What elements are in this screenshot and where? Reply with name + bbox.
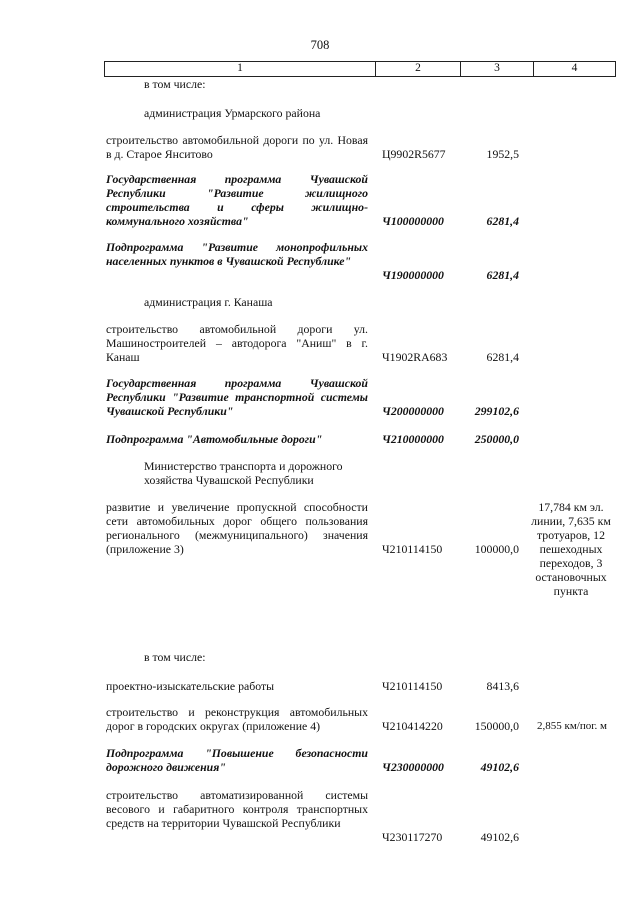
row-amount: 6281,4 xyxy=(486,268,519,282)
row-amount: 100000,0 xyxy=(474,542,519,556)
row-amount: 49102,6 xyxy=(480,760,519,774)
row-amount: 6281,4 xyxy=(486,214,519,228)
row-description: Подпрограмма "Повышение безопасности дорожного движения" xyxy=(106,746,368,774)
row-code: Ч1902RA683 xyxy=(382,350,448,364)
table-header xyxy=(104,61,616,77)
column-header-3: 3 xyxy=(461,62,534,76)
row-note: 2,855 км/пог. м xyxy=(537,720,607,732)
column-header-2: 2 xyxy=(376,62,461,76)
row-code: Ч100000000 xyxy=(382,214,444,228)
column-header-1: 1 xyxy=(105,62,376,76)
row-code: Ч210114150 xyxy=(382,679,443,693)
row-code: Ц9902R5677 xyxy=(382,147,446,161)
row-code: Ч210414220 xyxy=(382,719,443,733)
row-description: Государственная программа Чувашской Республики "Развитие транспортной системы Чувашской Республики" xyxy=(106,376,368,418)
row-note: 17,784 км эл. линии, 7,635 км тротуаров, 12 пешеходных переходов, 3 остановочных пункта xyxy=(531,500,611,598)
row-description: Государственная программа Чувашской Республики "Развитие жилищного строительства и сферы жилищно-коммунального хозяйства" xyxy=(106,172,368,228)
row-description: администрация Урмарского района xyxy=(144,106,321,120)
row-code: Ч210114150 xyxy=(382,542,443,556)
column-header-4: 4 xyxy=(571,62,578,74)
row-description: в том числе: xyxy=(144,77,206,91)
row-description: строительство и реконструкция автомобильных дорог в городских округах (приложение 4) xyxy=(106,705,368,733)
row-amount: 49102,6 xyxy=(480,830,519,844)
row-amount: 299102,6 xyxy=(474,404,519,418)
row-amount: 150000,0 xyxy=(474,719,519,733)
row-description: строительство автомобильной дороги ул. Машиностроителей – автодорога "Аниш" в г. Канаш xyxy=(106,322,368,364)
row-amount: 8413,6 xyxy=(486,679,519,693)
row-code: Ч210000000 xyxy=(382,432,444,446)
row-code: Ч200000000 xyxy=(382,404,444,418)
row-code: Ч230117270 xyxy=(382,830,443,844)
row-description: Министерство транспорта и дорожного хозяйства Чувашской Республики xyxy=(144,459,343,487)
page-number: 708 xyxy=(310,38,330,52)
row-description: Подпрограмма "Автомобильные дороги" xyxy=(106,432,323,446)
row-code: Ч190000000 xyxy=(382,268,444,282)
row-amount: 6281,4 xyxy=(486,350,519,364)
row-amount: 1952,5 xyxy=(486,147,519,161)
row-description: развитие и увеличение пропускной способности сети автомобильных дорог общего пользования регионального (межмуниципального) значения (приложение 3) xyxy=(106,500,368,556)
row-description: проектно-изыскательские работы xyxy=(106,679,275,693)
row-description: строительство автоматизированной системы весового и габаритного контроля транспортных средств на территории Чувашской Республики xyxy=(106,788,368,830)
row-description: Подпрограмма "Развитие монопрофильных населенных пунктов в Чувашской Республике" xyxy=(106,240,368,268)
row-description: в том числе: xyxy=(144,650,206,664)
row-description: администрация г. Канаша xyxy=(144,295,273,309)
row-description: строительство автомобильной дороги по ул. Новая в д. Старое Янситово xyxy=(106,133,368,161)
row-amount: 250000,0 xyxy=(474,432,519,446)
row-code: Ч230000000 xyxy=(382,760,444,774)
